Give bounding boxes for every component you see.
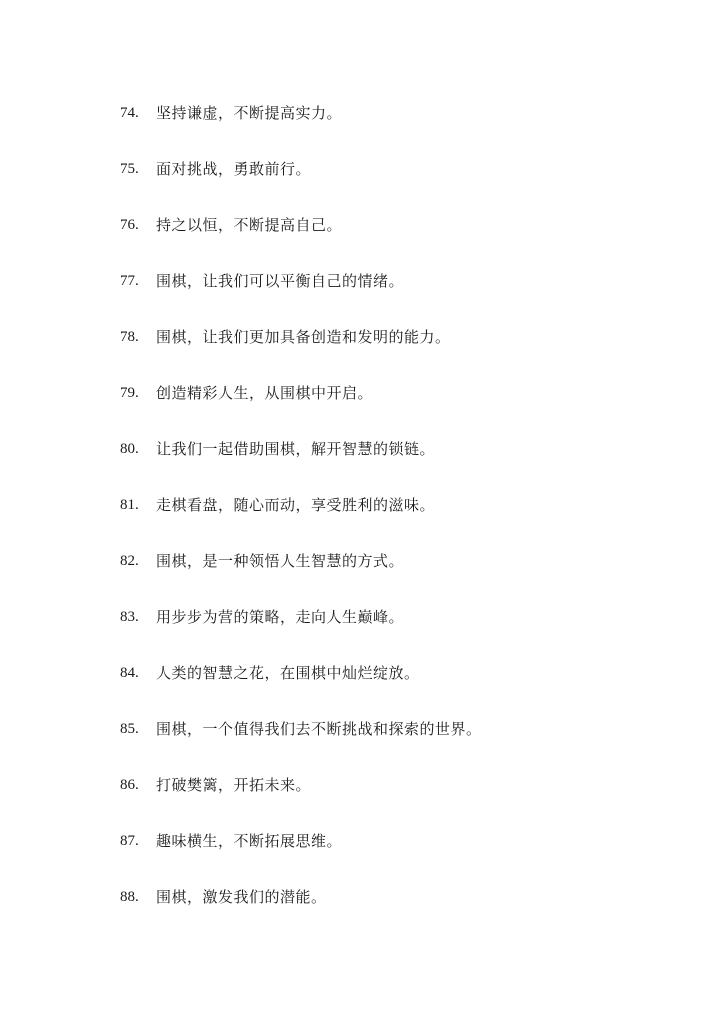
list-item (120, 533, 680, 589)
item-number: 85. (120, 721, 139, 737)
item-number: 87. (120, 833, 139, 849)
item-number: 86. (120, 777, 139, 793)
numbered-slogan-list (120, 85, 680, 925)
item-number: 75. (120, 161, 139, 177)
item-number: 88. (120, 889, 139, 905)
list-item (120, 645, 680, 701)
item-text: 走棋看盘，随心而动，享受胜利的滋味。 (156, 496, 436, 514)
item-number: 81. (120, 497, 139, 513)
item-number: 84. (120, 665, 139, 681)
item-text: 坚持谦虚，不断提高实力。 (156, 104, 343, 122)
item-number: 77. (120, 273, 139, 289)
item-text: 面对挑战，勇敢前行。 (156, 160, 312, 178)
item-number: 78. (120, 329, 139, 345)
item-number: 74. (120, 105, 139, 121)
list-item (120, 309, 680, 365)
item-text: 打破樊篱，开拓未来。 (156, 776, 312, 794)
list-item (120, 813, 680, 869)
item-number: 79. (120, 385, 139, 401)
item-text: 围棋，让我们可以平衡自己的情绪。 (156, 272, 405, 290)
item-text: 围棋，一个值得我们去不断挑战和探索的世界。 (156, 720, 482, 738)
item-text: 人类的智慧之花，在围棋中灿烂绽放。 (156, 664, 420, 682)
list-item (120, 757, 680, 813)
list-item (120, 589, 680, 645)
list-item (120, 365, 680, 421)
item-text: 持之以恒，不断提高自己。 (156, 216, 343, 234)
item-text: 创造精彩人生，从围棋中开启。 (156, 384, 374, 402)
item-number: 83. (120, 609, 139, 625)
item-text: 围棋，是一种领悟人生智慧的方式。 (156, 552, 405, 570)
item-number: 82. (120, 553, 139, 569)
list-item (120, 869, 680, 925)
list-item (120, 477, 680, 533)
item-text: 围棋，让我们更加具备创造和发明的能力。 (156, 328, 451, 346)
list-item (120, 701, 680, 757)
list-item (120, 85, 680, 141)
list-item (120, 421, 680, 477)
item-text: 让我们一起借助围棋，解开智慧的锁链。 (156, 440, 436, 458)
item-text: 用步步为营的策略，走向人生巅峰。 (156, 608, 405, 626)
item-text: 趣味横生，不断拓展思维。 (156, 832, 343, 850)
item-number: 80. (120, 441, 139, 457)
item-number: 76. (120, 217, 139, 233)
list-item (120, 197, 680, 253)
item-text: 围棋，激发我们的潜能。 (156, 888, 327, 906)
list-item (120, 141, 680, 197)
list-item (120, 253, 680, 309)
